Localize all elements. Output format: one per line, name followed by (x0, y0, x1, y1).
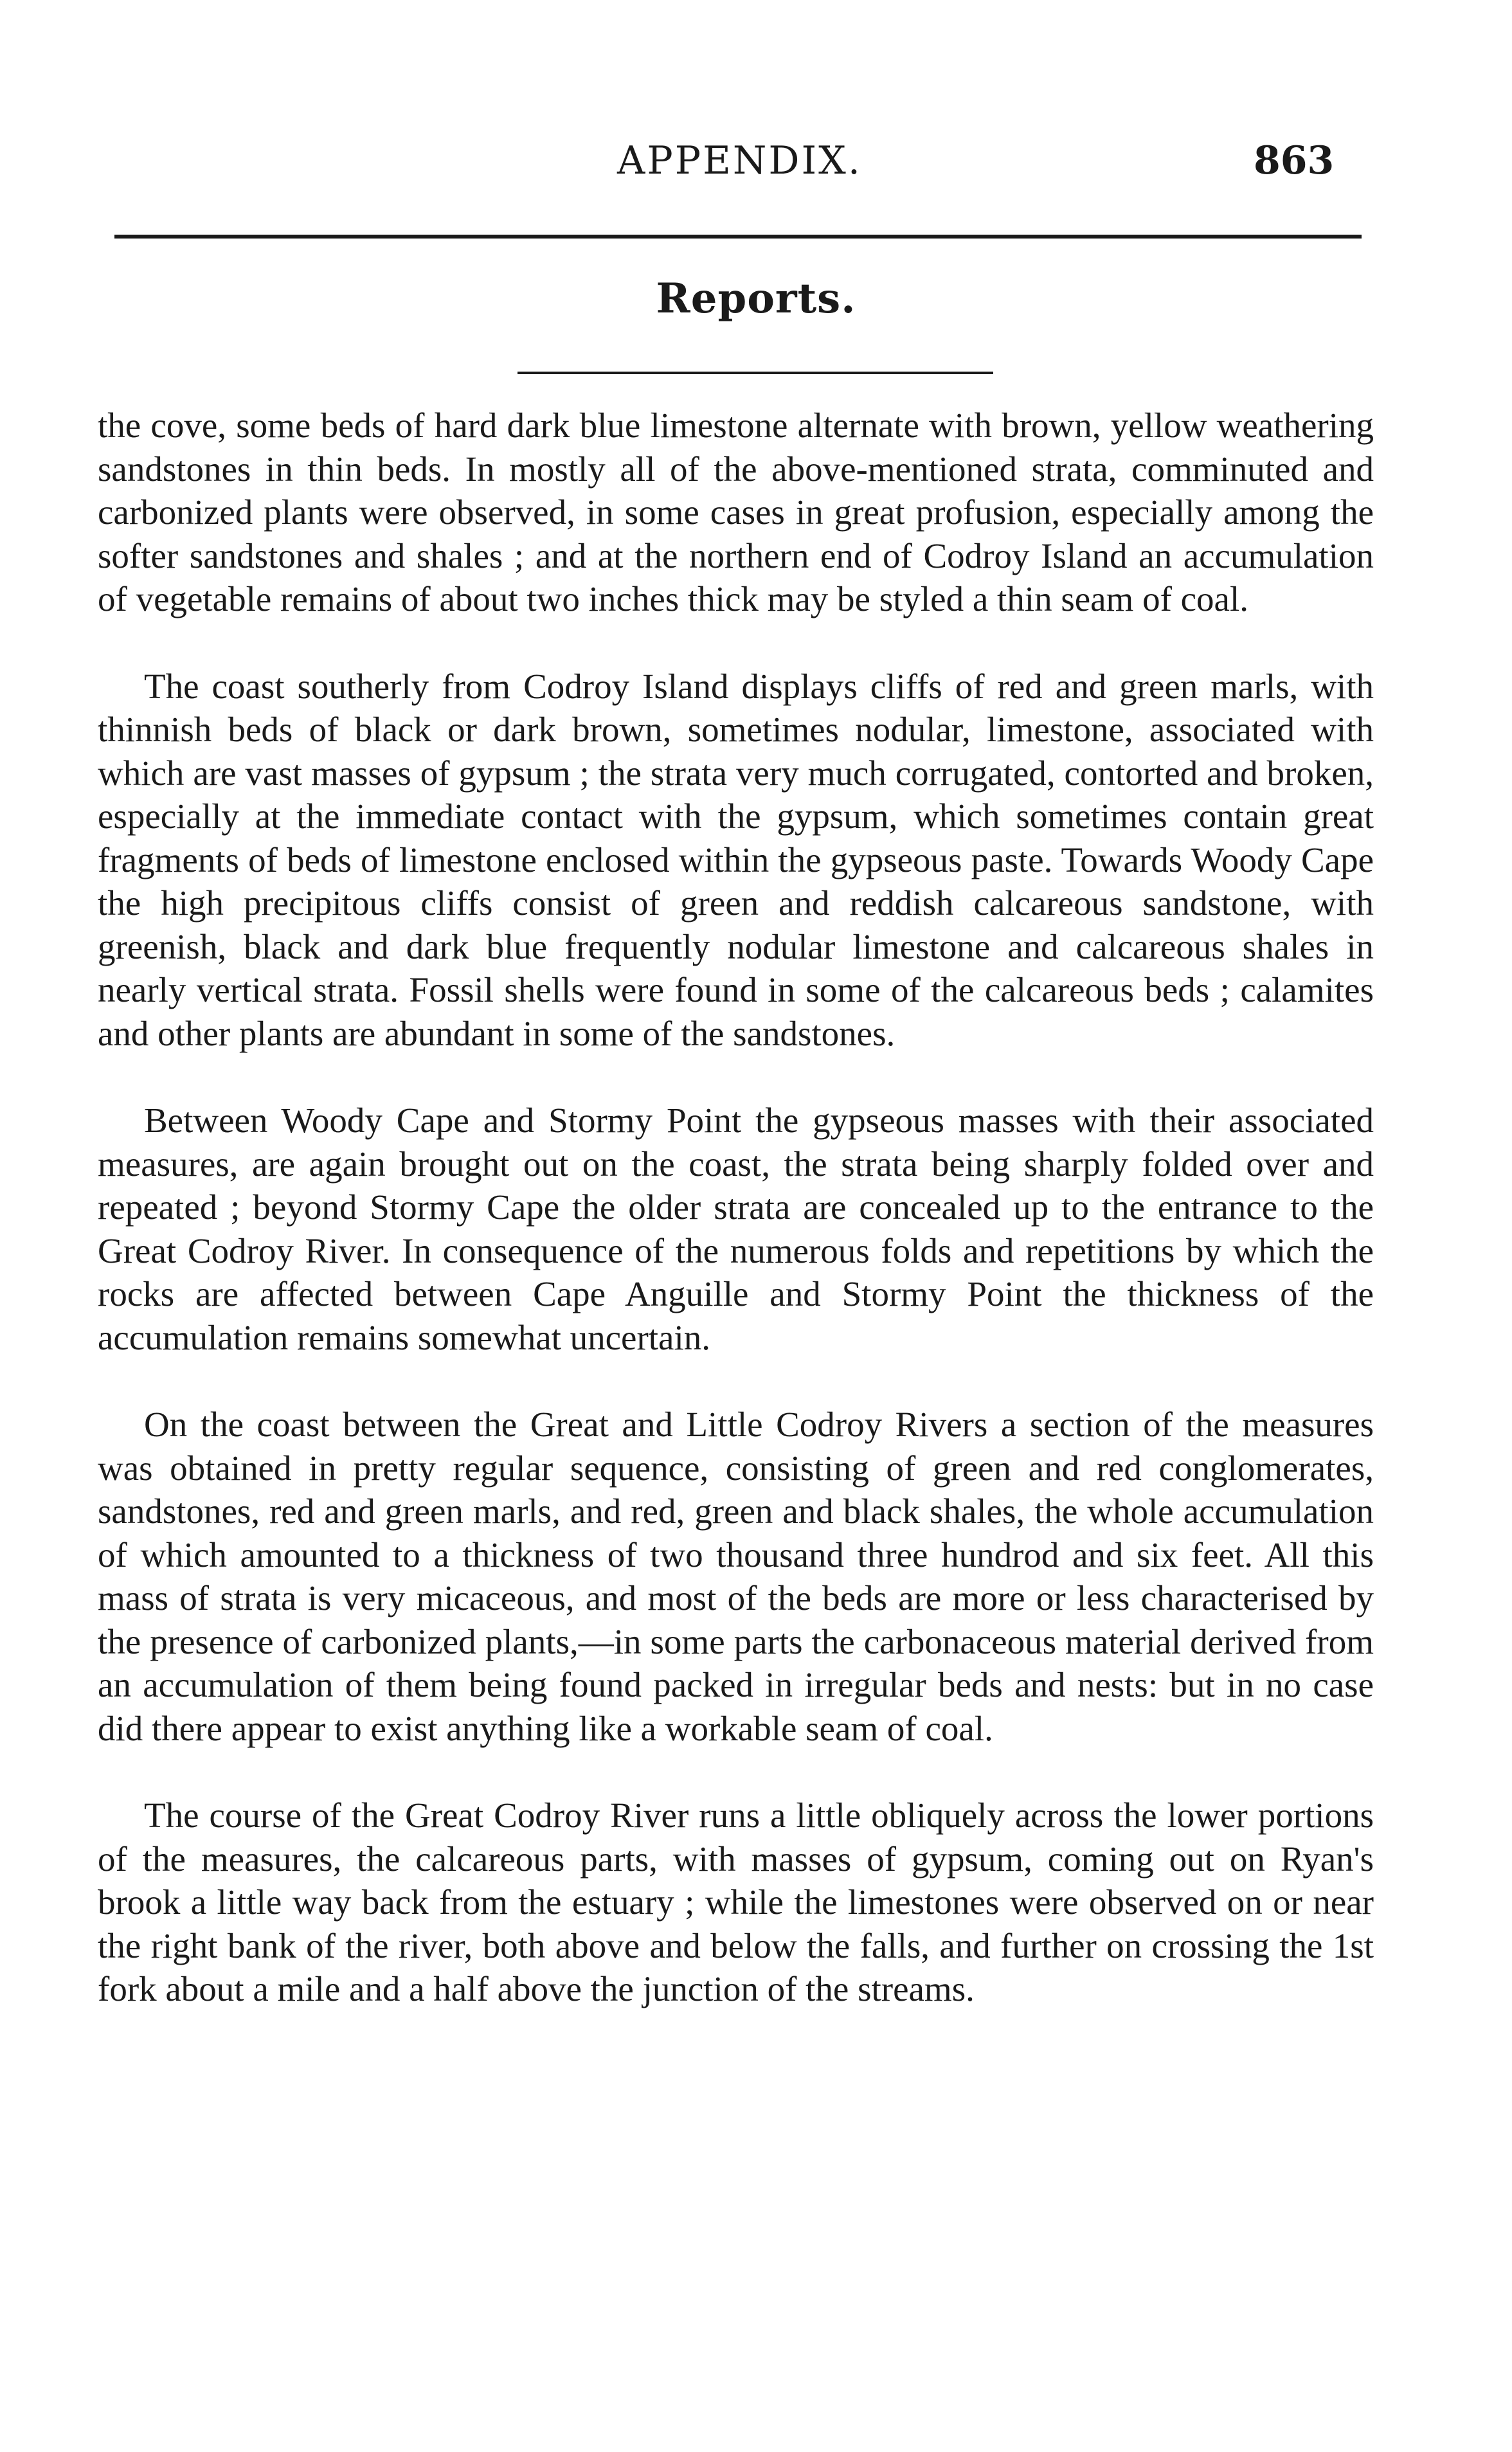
section-title: Reports. (656, 275, 856, 323)
page-header (0, 132, 1512, 190)
paragraph-codroy-coast: The coast southerly from Codroy Island displays cliffs of red and green marls, with thinnish beds of black or dark brown, sometimes nodular, limestone, associated with which are vast masses of gypsum ; the strata very much corrugated, contorted and broken, especially at the immediate contact with the gypsum, which sometimes contain great fragments of beds of limestone enclosed within the gypseous paste. Towards Woody Cape the high precipitous cliffs consist of green and reddish calcareous sandstone, with greenish, black and dark blue frequently nodular limestone and calcareous shales in nearly vertical strata. Fossil shells were found in some of the calcareous beds ; calamites and other plants are abundant in some of the sandstones. (98, 666, 1374, 1053)
paragraph-codroy-rivers-section: On the coast between the Great and Little Codroy Rivers a section of the measures was obtained in pretty regular sequence, consisting of green and red conglomerates, sandstones, red and green marls, and red, green and black shales, the whole accumulation of which amounted to a thickness of two thousand three hundrod and six feet. All this mass of strata is very micaceous, and most of the beds are more or less characterised by the presence of carbonized plants,—in some parts the carbonaceous material derived from an accumulation of them being found packed in irregular beds and nests: but in no case did there appear to exist anything like a workable seam of coal. (98, 1405, 1374, 1748)
running-head: APPENDIX. (617, 138, 862, 183)
header-rule (114, 235, 1362, 239)
paragraph-great-codroy-river: The course of the Great Codroy River runs a little obliquely across the lower portions of the measures, the calcareous parts, with masses of gypsum, coming out on Ryan's brook a little way back from the estuary ; while the limestones were observed on or near the right bank of the river, both above and below the falls, and further on crossing the 1st fork about a mile and a half above the junction of the streams. (98, 1796, 1374, 2008)
page-number: 863 (1254, 138, 1335, 183)
paragraph-continuation: the cove, some beds of hard dark blue limestone alternate with brown, yellow weathering sandstones in thin beds. In mostly all of the above-mentioned strata, comminuted and carbonized plants were observed, in some cases in great profusion, especially among the softer sandstones and shales ; and at the northern end of Codroy Island an accumulation of vegetable remains of about two inches thick may be styled a thin seam of coal. (98, 406, 1374, 618)
title-rule (518, 372, 993, 374)
body-text (98, 404, 1374, 2055)
paragraph-woody-cape-stormy-point: Between Woody Cape and Stormy Point the gypseous masses with their associated measures, are again brought out on the coast, the strata being sharply folded over and repeated ; beyond Stormy Cape the older strata are concealed up to the entrance to the Great Codroy River. In consequence of the numerous folds and repetitions by which the rocks are affected between Cape Anguille and Stormy Point the thickness of the accumulation remains somewhat uncertain. (98, 1101, 1374, 1357)
